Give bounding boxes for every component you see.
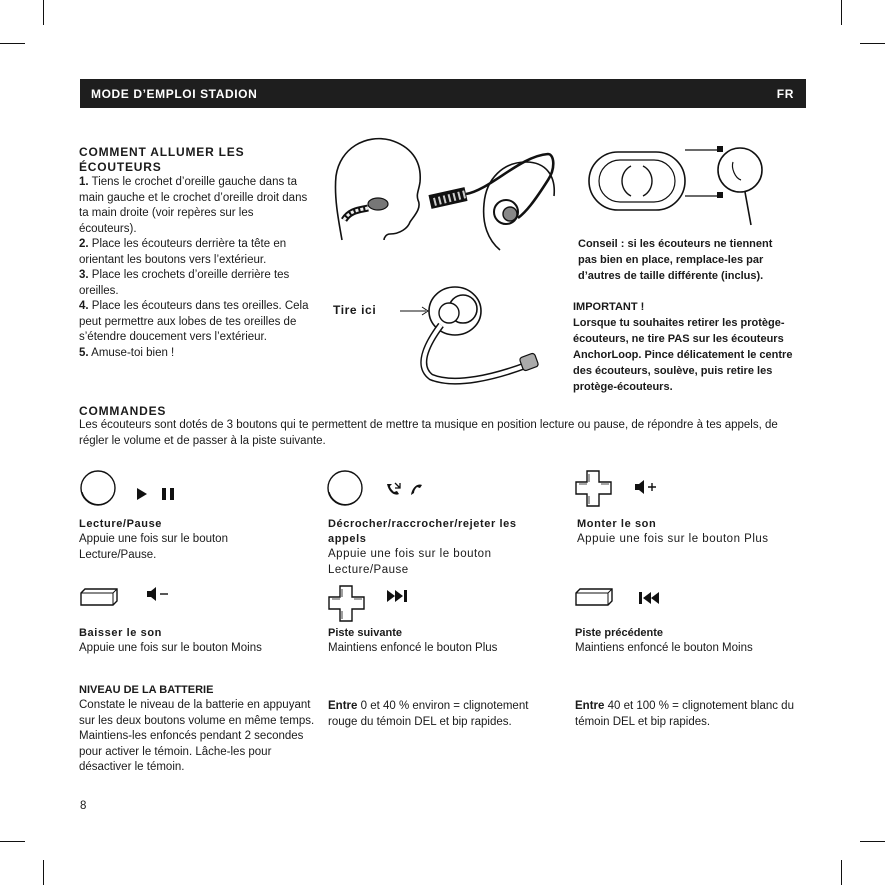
- command-title: Piste précédente: [575, 627, 664, 639]
- ear-illustration: [430, 140, 560, 250]
- battery-section: [79, 683, 321, 776]
- battery-title: NIVEAU DE LA BATTERIE: [79, 684, 214, 696]
- volume-down-icon: [146, 587, 170, 601]
- volume-up-icon: [634, 480, 658, 494]
- command-title: Monter le son: [577, 518, 657, 530]
- command-title: Baisser le son: [79, 627, 162, 639]
- command-volume-up: [577, 517, 797, 548]
- command-description: Appuie une fois sur le bouton Plus: [577, 533, 769, 545]
- command-description: Maintiens enfoncé le bouton Plus: [328, 642, 498, 654]
- round-button-icon: [327, 470, 363, 506]
- play-icon: [136, 487, 148, 501]
- plus-button-icon: [328, 585, 366, 623]
- crop-mark: [0, 841, 25, 842]
- intro-title: COMMENT ALLUMER LES ÉCOUTEURS: [79, 145, 245, 174]
- minus-button-icon: [80, 588, 118, 606]
- header-title: MODE D’EMPLOI STADION: [91, 87, 258, 101]
- intro-step-2: 2. Place les écouteurs derrière ta tête en orientant les boutons vers l’extérieur.: [79, 238, 287, 266]
- battery-low: Entre 0 et 40 % environ = clignotement rouge du témoin DEL et bip rapides.: [328, 700, 529, 728]
- command-call: [328, 517, 528, 578]
- pull-label: Tire ici: [333, 303, 377, 317]
- command-description: Appuie une fois sur le bouton Moins: [79, 642, 262, 654]
- command-title: Lecture/Pause: [79, 518, 163, 530]
- crop-mark: [43, 860, 44, 885]
- phone-icon: [385, 481, 425, 497]
- crop-mark: [841, 0, 842, 25]
- minus-button-icon: [575, 588, 613, 606]
- command-description: Maintiens enfoncé le bouton Moins: [575, 642, 753, 654]
- pause-icon: [161, 487, 175, 501]
- page-number: 8: [80, 800, 87, 812]
- intro-step-1: 1. Tiens le crochet d’oreille gauche dans ta main gauche et le crochet d’oreille droit dans ta main droite (voir repères sur les écouteurs).: [79, 176, 308, 235]
- command-title: Piste suivante: [328, 627, 402, 639]
- intro-section: [79, 145, 311, 361]
- command-title: Décrocher/raccrocher/rejeter les appels: [328, 518, 517, 545]
- crop-mark: [860, 43, 885, 44]
- command-description: Appuie une fois sur le bouton Lecture/Pause: [328, 548, 492, 576]
- battery-high: Entre 40 et 100 % = clignotement blanc du témoin DEL et bip rapides.: [575, 700, 794, 728]
- crop-mark: [0, 43, 25, 44]
- crop-mark: [841, 860, 842, 885]
- plus-button-icon: [575, 470, 613, 508]
- command-next-track: [328, 626, 558, 657]
- header-language: FR: [776, 87, 794, 101]
- previous-track-icon: [638, 591, 660, 605]
- intro-step-3: 3. Place les crochets d’oreille derrière tes oreilles.: [79, 269, 290, 297]
- round-button-icon: [80, 470, 116, 506]
- command-previous-track: [575, 626, 805, 657]
- tip-text: Conseil : si les écouteurs ne tiennent pas bien en place, remplace-les par d’autres de taille différente (inclus).: [578, 238, 773, 282]
- earbud-illustration: [415, 285, 545, 390]
- command-volume-down: [79, 626, 309, 657]
- commands-intro: Les écouteurs sont dotés de 3 boutons qui te permettent de mettre ta musique en position lecture ou pause, de répondre à tes appels, de régler le volume et de passer à la piste suivante.: [79, 419, 778, 447]
- battery-text: Constate le niveau de la batterie en appuyant sur les deux boutons volume en même temps. Maintiens-les enfoncés pendant 2 secondes pour activer le témoin. Lâche-les pour désactiver le témoin.: [79, 699, 315, 773]
- command-play-pause: [79, 517, 299, 563]
- crop-mark: [860, 841, 885, 842]
- intro-step-4: 4. Place les écouteurs dans tes oreilles. Cela peut permettre aux lobes de tes oreilles de s’étendre doucement vers l’extérieur.: [79, 300, 309, 343]
- header-bar: [80, 79, 806, 108]
- next-track-icon: [386, 589, 408, 603]
- important-title: IMPORTANT !: [573, 301, 645, 313]
- crop-mark: [43, 0, 44, 25]
- commands-title: COMMANDES: [79, 404, 167, 418]
- head-illustration: [330, 130, 430, 240]
- important-text: Lorsque tu souhaites retirer les protège-écouteurs, ne tire PAS sur les écouteurs AnchorLoop. Pince délicatement le centre des écouteurs, soulève, puis retire les protège-écouteurs.: [573, 317, 793, 393]
- eartip-sizes-illustration: [585, 140, 770, 225]
- intro-step-5: 5. Amuse-toi bien !: [79, 346, 175, 359]
- important-section: [573, 299, 805, 395]
- command-description: Appuie une fois sur le bouton Lecture/Pause.: [79, 533, 228, 561]
